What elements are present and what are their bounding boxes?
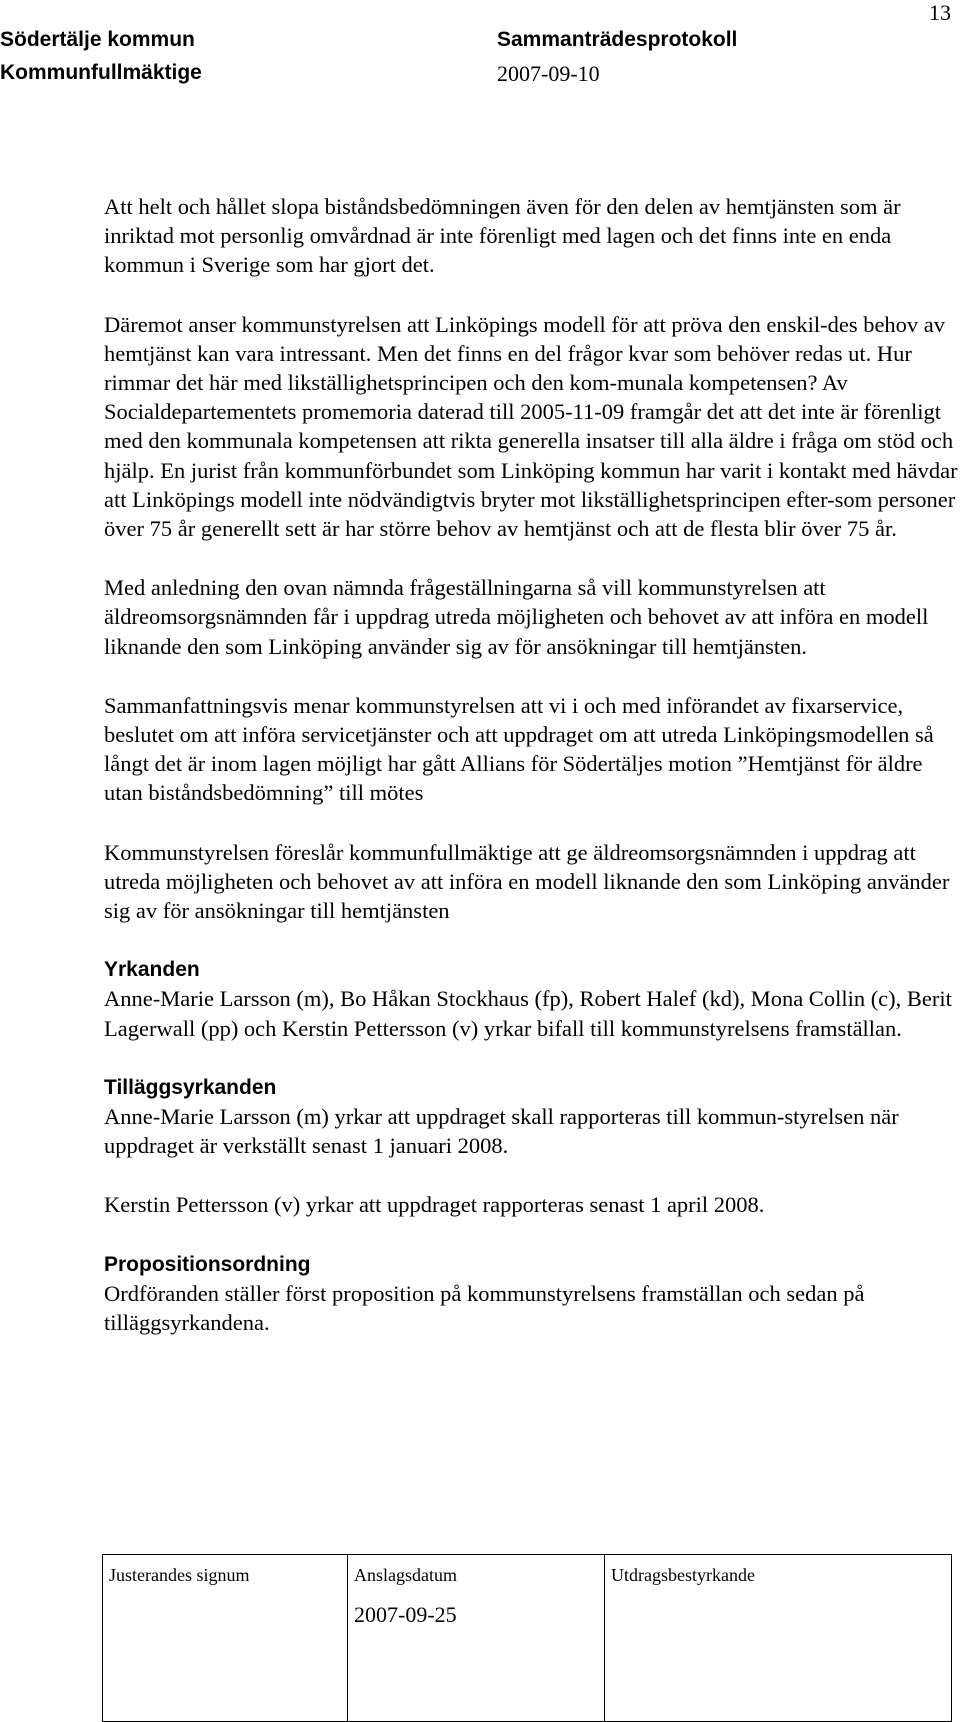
yrkanden-text: Anne-Marie Larsson (m), Bo Håkan Stockhaus (fp), Robert Halef (kd), Mona Collin (c), Berit Lagerwall (pp) och Kerstin Pettersson (v) yrkar bifall till kommunstyrelsens framställan.	[104, 986, 952, 1041]
header-dept: Kommunfullmäktige	[0, 61, 202, 84]
paragraph-2: Däremot anser kommunstyrelsen att Linköpings modell för att pröva den enskil-des behov av hemtjänst kan vara intressant. Men det finns en del frågor kvar som behöver redas ut. Hur rimmar det här med likställighetsprincipen och den kom-munala kompetensen? Av Socialdepartementets promemoria daterad till 2005-11-09 framgår det att det inte är förenligt med den kommunala kompetensen att rikta generella insatser till alla äldre i fråga om stöd och hjälp. En jurist från kommunförbundet som Linköping kommun har varit i kontakt med hävdar att Linköpings modell inte nödvändigtvis bryter mot likställighetsprincipen efter-som personer över 75 år generellt sett är har större behov av hemtjänst och att de flesta blir över 75 år.	[104, 311, 958, 542]
paragraph-5: Kommunstyrelsen föreslår kommunfullmäktige att ge äldreomsorgsnämnden i uppdrag att utreda möjligheten och behovet av att införa en modell liknande den som Linköping använder sig av för ansökningar till hemtjänsten	[104, 839, 950, 924]
anslagsdatum-cell	[348, 1555, 605, 1722]
signature-table	[102, 1554, 952, 1722]
paragraph-3: Med anledning den ovan nämnda frågeställningarna så vill kommunstyrelsen att äldreomsorgsnämnden får i uppdrag utreda möjligheten och behovet av att införa en modell liknande den som Linköping använder sig av för ansökningar till hemtjänsten.	[104, 575, 929, 659]
section-propositionsordning	[104, 1250, 960, 1338]
utdragsbestyrkande-label: Utdragsbestyrkande	[611, 1565, 755, 1585]
header-doc-type: Sammanträdesprotokoll	[497, 28, 738, 51]
propositionsordning-text: Ordföranden ställer först proposition på kommunstyrelsens framställan och sedan på tilläggsyrkandena.	[104, 1280, 865, 1336]
section-yrkanden	[104, 955, 960, 1043]
section-tillaggsyrkanden	[104, 1073, 960, 1161]
paragraph-4: Sammanfattningsvis menar kommunstyrelsen att vi i och med införandet av fixarservice, beslutet om att införa servicetjänster och att uppdraget om att utreda Linköpingsmodellen så långt det är inom lagen möjligt har gått Allians för Södertäljes motion ”Hemtjänst för äldre utan biståndsbedömning” till mötes	[104, 692, 934, 806]
signum-cell	[103, 1555, 348, 1722]
document-body	[104, 192, 960, 1367]
yrkanden-heading: Yrkanden	[104, 958, 200, 982]
tillaggsyrkanden-text-2: Kerstin Pettersson (v) yrkar att uppdraget rapporteras senast 1 april 2008.	[104, 1192, 765, 1218]
header-org: Södertälje kommun	[0, 28, 195, 51]
signum-label: Justerandes signum	[109, 1565, 250, 1585]
header-date: 2007-09-10	[497, 61, 600, 86]
tillaggsyrkanden-heading: Tilläggsyrkanden	[104, 1075, 277, 1099]
page-number: 13	[929, 0, 951, 25]
propositionsordning-heading: Propositionsordning	[104, 1252, 311, 1276]
anslagsdatum-label: Anslagsdatum	[354, 1565, 457, 1585]
anslagsdatum-value: 2007-09-25	[354, 1602, 457, 1627]
tillaggsyrkanden-text: Anne-Marie Larsson (m) yrkar att uppdraget skall rapporteras till kommun-styrelsen när uppdraget är verkställt senast 1 januari 2008.	[104, 1104, 899, 1159]
paragraph-1: Att helt och hållet slopa biståndsbedömningen även för den delen av hemtjänsten som är inriktad mot personlig omvårdnad är inte förenligt med lagen och det finns inte en enda kommun i Sverige som har gjort det.	[104, 194, 901, 278]
utdragsbestyrkande-cell	[605, 1555, 952, 1722]
